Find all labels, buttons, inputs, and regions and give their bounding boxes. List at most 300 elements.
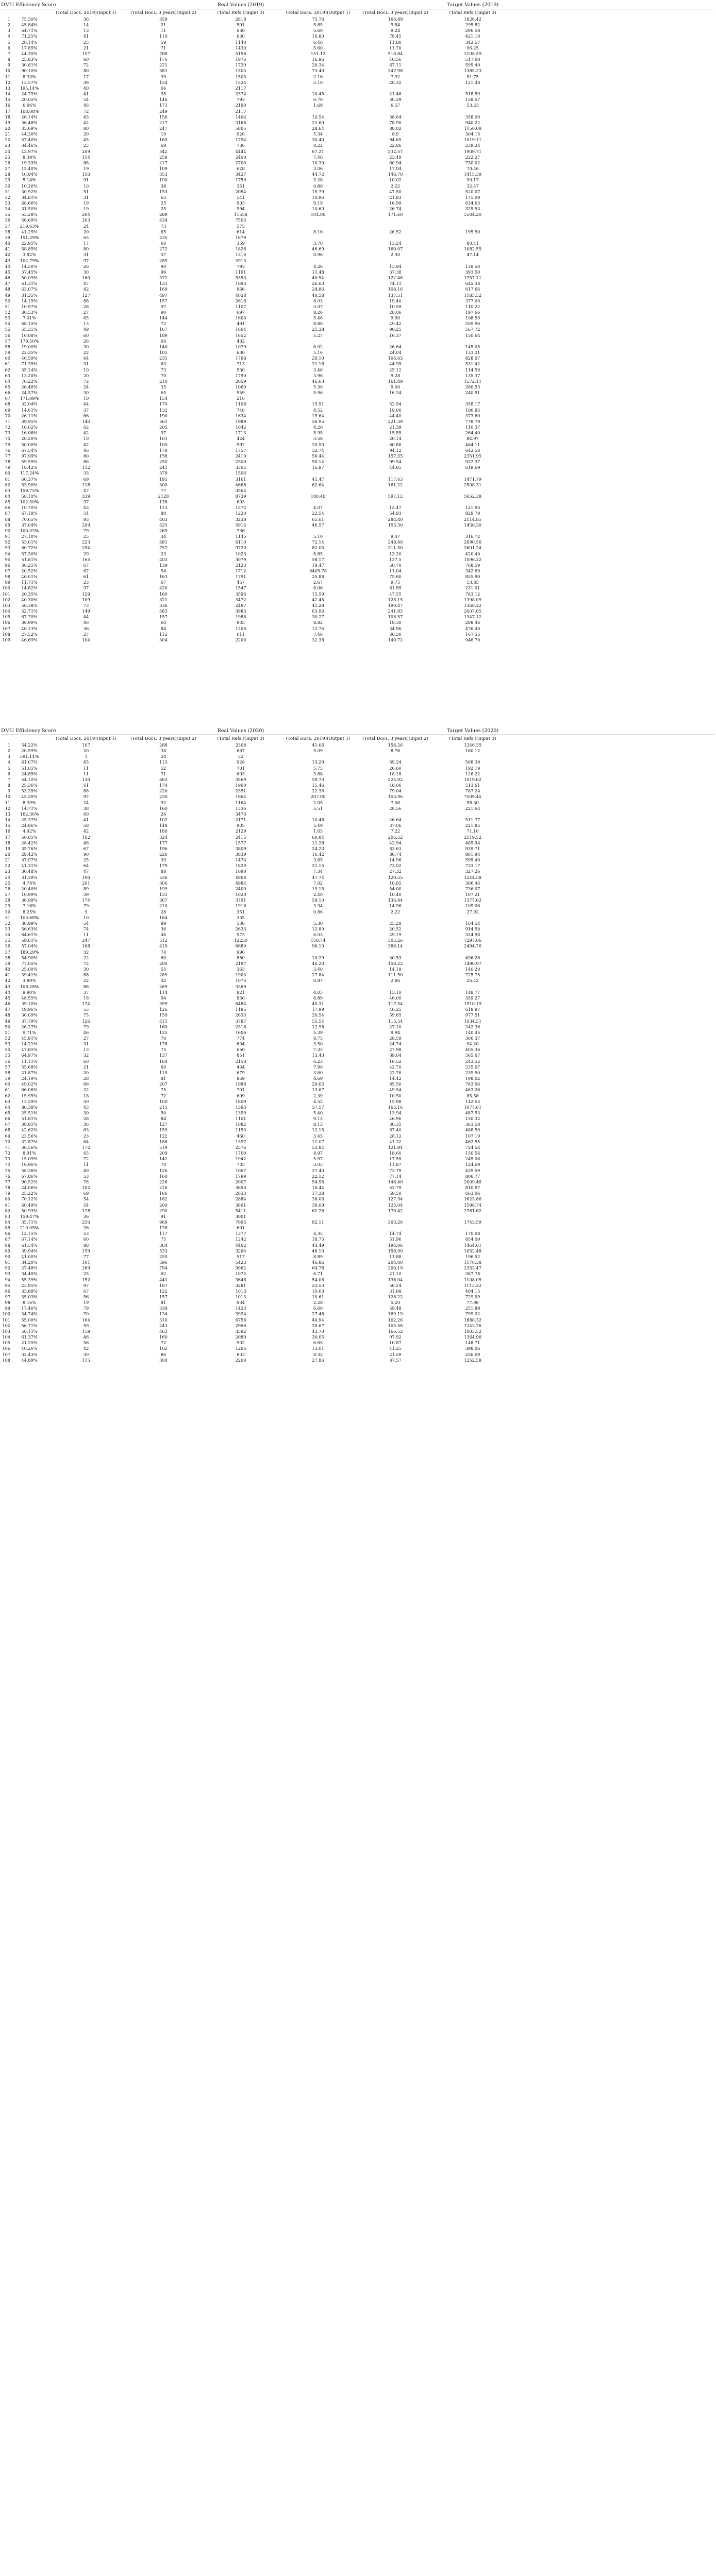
target-docs-2019-cell: 9.19	[313, 200, 323, 206]
target-refs-cell: 148.77	[465, 989, 480, 995]
efficiency-cell: 36.25%	[21, 562, 38, 568]
real-refs-cell: 2966	[235, 1323, 246, 1328]
real-docs-2019-cell: 75	[83, 1012, 89, 1018]
dmu-cell: 21	[5, 857, 10, 863]
efficiency-cell: 210.05%	[20, 1225, 39, 1231]
target-refs-cell: 148.71	[465, 1340, 480, 1346]
table-row	[1, 950, 715, 955]
target-refs-cell: 140.45	[465, 1029, 480, 1035]
target-refs-cell: 663.06	[465, 1191, 480, 1196]
efficiency-cell: 108.28%	[20, 984, 39, 989]
target-docs-3y-cell: 22.76	[389, 1070, 402, 1075]
target-docs-2019-cell: 46.86	[312, 1260, 324, 1265]
dmu-cell: 106	[2, 1346, 10, 1351]
dmu-cell: 8	[7, 57, 10, 62]
table-row	[1, 1329, 715, 1334]
target-docs-3y-cell: 9.28	[390, 372, 401, 378]
target-docs-3y-cell: 221.39	[388, 418, 403, 424]
real-refs-cell: 2351	[235, 788, 246, 794]
table-row	[1, 1105, 715, 1110]
target-docs-3y-cell: 157.35	[388, 453, 403, 459]
target-docs-2019-cell: 73.40	[312, 68, 324, 74]
real-docs-3y-cell: 663	[159, 776, 168, 782]
target-refs-cell: 496.28	[465, 955, 480, 960]
real-docs-2019-cell: 30	[83, 1110, 89, 1115]
target-docs-3y-cell: 11.80	[389, 39, 402, 45]
real-docs-2019-cell: 339	[82, 493, 90, 499]
target-docs-2019-cell: 46.10	[312, 1248, 324, 1253]
target-docs-2019-cell: 8.26	[313, 309, 323, 315]
target-refs-cell: 946.70	[465, 637, 480, 642]
real-docs-2019-cell: 19	[83, 166, 89, 172]
real-docs-2019-cell: 60	[83, 332, 89, 338]
real-refs-cell: 335	[237, 914, 245, 920]
dmu-cell: 24	[5, 148, 10, 154]
target-docs-2019-cell: 13.67	[312, 1087, 324, 1093]
column-header: (Total Docs. 2019)(Input 1)	[56, 736, 116, 741]
target-docs-3y-cell: 46.00	[389, 995, 402, 1001]
target-docs-2019-cell: 17.99	[312, 1007, 324, 1012]
table-row	[1, 286, 715, 292]
real-refs-cell: 740	[237, 407, 245, 413]
target-docs-3y-cell: 20.56	[389, 805, 402, 811]
real-docs-2019-cell: 18	[83, 1093, 89, 1098]
dmu-cell: 92	[5, 539, 10, 545]
target-refs-cell: 160.12	[465, 748, 480, 754]
target-docs-3y-cell: 115.54	[388, 1018, 403, 1024]
target-docs-2019-cell: 25.67	[312, 1323, 324, 1328]
efficiency-cell: 71.25%	[21, 33, 38, 39]
real-docs-2019-cell: 174	[82, 1001, 90, 1007]
dmu-cell: 64	[5, 378, 10, 384]
efficiency-cell: 50.00%	[21, 442, 38, 447]
real-refs-cell: 1393	[235, 1104, 246, 1110]
table-row	[1, 1231, 715, 1236]
real-docs-2019-cell: 10	[83, 436, 89, 442]
efficiency-cell: 54.90%	[21, 955, 38, 960]
efficiency-cell: 25.36%	[21, 783, 38, 788]
real-docs-3y-cell: 596	[159, 1260, 168, 1265]
target-docs-2019-cell: 21.15	[312, 863, 324, 869]
target-docs-3y-cell: 2.86	[390, 978, 401, 984]
dmu-cell: 59	[5, 1076, 10, 1081]
dmu-cell: 83	[5, 487, 10, 493]
target-docs-3y-cell: 87.57	[389, 1357, 402, 1363]
target-docs-3y-cell: 79.45	[389, 33, 402, 39]
real-docs-3y-cell: 226	[159, 851, 168, 857]
dmu-cell: 56	[5, 332, 10, 338]
target-docs-2019-cell: 13.01	[312, 1346, 324, 1351]
dmu-cell: 12	[5, 79, 10, 85]
efficiency-cell: 219.63%	[20, 223, 39, 229]
real-refs-cell: 735	[237, 1162, 245, 1167]
real-docs-3y-cell: 89	[160, 920, 166, 926]
dmu-cell: 65	[5, 1110, 10, 1115]
real-docs-2019-cell: 30	[83, 344, 89, 349]
target-docs-2019-cell: 4.07	[313, 505, 323, 511]
table-row	[1, 91, 715, 97]
real-docs-2019-cell: 72	[83, 62, 89, 68]
target-docs-3y-cell: 170.42	[388, 1208, 403, 1213]
efficiency-cell: 100.32%	[20, 528, 39, 533]
real-docs-2019-cell: 32	[83, 949, 89, 955]
target-docs-3y-cell: 136.04	[388, 1277, 403, 1282]
target-docs-3y-cell: 69.24	[389, 759, 402, 765]
target-refs-cell: 239.24	[465, 143, 480, 148]
real-docs-3y-cell: 157	[159, 298, 168, 303]
real-refs-cell: 833	[237, 1351, 245, 1357]
target-docs-3y-cell: 54.00	[389, 886, 402, 891]
real-docs-3y-cell: 154	[159, 396, 168, 401]
target-docs-2019-cell: 16.96	[312, 57, 324, 62]
target-refs-cell: 197.66	[465, 309, 480, 315]
real-docs-2019-cell: 28	[83, 1076, 89, 1081]
real-docs-3y-cell: 434	[159, 217, 168, 223]
real-refs-cell: 3168	[235, 120, 246, 125]
real-docs-3y-cell: 75	[160, 1087, 166, 1093]
target-docs-2019-cell: 150.74	[310, 938, 326, 943]
dmu-cell: 29	[5, 177, 10, 183]
target-refs-cell: 2007.05	[464, 608, 481, 614]
real-docs-2019-cell: 28	[83, 1116, 89, 1122]
table-row	[1, 246, 715, 252]
real-refs-cell: 611	[237, 631, 245, 637]
table-row	[1, 1191, 715, 1196]
real-refs-cell: 859	[237, 1076, 245, 1081]
real-docs-3y-cell: 139	[159, 562, 168, 568]
target-docs-3y-cell: 59.65	[389, 1012, 402, 1018]
table-row	[1, 86, 715, 91]
target-refs-cell: 1385.23	[464, 68, 481, 74]
real-docs-2019-cell: 29	[83, 551, 89, 556]
target-docs-2019-cell: 3.60	[313, 1070, 323, 1075]
target-refs-cell: 195.50	[465, 229, 480, 234]
target-docs-2019-cell: 44.72	[312, 172, 324, 177]
target-docs-3y-cell: 37.06	[389, 823, 402, 828]
real-refs-cell: 1013	[235, 1294, 246, 1299]
target-docs-2019-cell: 12.80	[312, 926, 324, 931]
dmu-cell: 103	[2, 1328, 10, 1334]
table-row	[1, 1236, 715, 1242]
dmu-cell: 53	[5, 315, 10, 321]
dmu-cell: 81	[5, 1202, 10, 1208]
target-docs-3y-cell: 11.70	[389, 45, 402, 50]
real-refs-cell: 5411	[235, 1208, 246, 1213]
target-refs-cell: 327.26	[465, 869, 480, 874]
real-docs-3y-cell: 399	[159, 1001, 168, 1007]
target-docs-2019-cell: 5.46	[313, 315, 323, 321]
real-docs-2019-cell: 21	[83, 1064, 89, 1070]
dmu-cell: 95	[5, 556, 10, 562]
real-refs-cell: 2884	[235, 1196, 246, 1202]
efficiency-cell: 9.71%	[22, 1029, 36, 1035]
real-docs-3y-cell: 215	[159, 1104, 168, 1110]
target-refs-cell: 1456.30	[464, 522, 481, 528]
table-row	[1, 470, 715, 476]
dmu-cell: 14	[5, 91, 10, 97]
target-docs-2019-cell: 75.76	[312, 16, 324, 22]
real-docs-2019-cell: 118	[82, 482, 90, 487]
target-refs-cell: 139.50	[465, 263, 480, 269]
target-refs-cell: 71.10	[467, 828, 479, 834]
target-docs-2019-cell: 8.06	[313, 585, 323, 591]
target-refs-cell: 861.94	[465, 851, 480, 857]
real-docs-2019-cell: 1	[85, 754, 88, 759]
dmu-cell: 76	[5, 447, 10, 453]
real-refs-cell: 1536	[235, 805, 246, 811]
real-docs-2019-cell: 60	[83, 57, 89, 62]
target-docs-2019-cell: 1.69	[313, 103, 323, 108]
target-refs-cell: 5504.20	[464, 212, 481, 217]
dmu-cell: 30	[5, 183, 10, 189]
real-docs-3y-cell: 66	[160, 85, 166, 91]
target-docs-2019-cell: 8.89	[313, 995, 323, 1001]
target-docs-3y-cell: 127.94	[388, 1196, 403, 1202]
target-docs-3y-cell: 241.95	[388, 608, 403, 614]
real-refs-cell: 1164	[235, 800, 246, 805]
real-docs-2019-cell: 43	[83, 114, 89, 120]
dmu-cell: 25	[5, 154, 10, 160]
target-refs-cell: 1176.38	[464, 1260, 481, 1265]
table-row	[1, 373, 715, 379]
target-refs-cell: 1909.71	[464, 148, 481, 154]
table-row	[1, 16, 715, 22]
real-docs-3y-cell: 367	[159, 897, 168, 903]
real-docs-2019-cell: 20	[83, 372, 89, 378]
real-docs-3y-cell: 80	[160, 511, 166, 516]
target-docs-3y-cell: 2.22	[390, 183, 401, 189]
real-refs-cell: 736	[237, 528, 245, 533]
real-docs-2019-cell: 42	[83, 1346, 89, 1351]
target-docs-3y-cell: 284.40	[388, 516, 403, 522]
real-docs-3y-cell: 72	[160, 321, 166, 327]
efficiency-cell: 47.85%	[21, 1047, 38, 1053]
real-docs-3y-cell: 353	[159, 172, 168, 177]
real-docs-3y-cell: 289	[159, 212, 168, 217]
target-docs-3y-cell: 10.50	[389, 1093, 402, 1098]
real-docs-2019-cell: 14	[83, 22, 89, 28]
target-docs-3y-cell: 21.10	[389, 1271, 402, 1277]
real-refs-cell: 9962	[235, 1265, 246, 1271]
efficiency-cell: 64.61%	[21, 932, 38, 938]
real-docs-2019-cell: 67	[83, 845, 89, 851]
real-docs-3y-cell: 170	[159, 401, 168, 407]
target-docs-2019-cell: 72.14	[312, 539, 324, 545]
target-docs-3y-cell: 18.18	[389, 771, 402, 776]
real-docs-3y-cell: 19	[160, 131, 166, 137]
target-docs-3y-cell: 25.12	[389, 367, 402, 372]
target-docs-3y-cell: 6.57	[390, 103, 401, 108]
table-row	[1, 235, 715, 241]
real-docs-3y-cell: 177	[159, 840, 168, 845]
target-docs-2019-cell: 5.16	[313, 350, 323, 355]
efficiency-cell: 67.86%	[21, 1173, 38, 1179]
target-refs-cell: 421.10	[465, 33, 480, 39]
target-docs-3y-cell: 31.88	[389, 1288, 402, 1294]
table-row	[1, 275, 715, 281]
target-docs-3y-cell: 13.94	[389, 1110, 402, 1115]
target-docs-3y-cell: 128.22	[388, 1294, 403, 1299]
efficiency-cell: 46.01%	[21, 574, 38, 580]
dmu-cell: 75	[5, 442, 10, 447]
target-docs-2019-cell: 4.05	[313, 989, 323, 995]
target-docs-2019-cell: 15.59	[312, 591, 324, 597]
real-refs-cell: 667	[237, 748, 245, 754]
dmu-cell: 79	[5, 1191, 10, 1196]
table-row	[1, 494, 715, 499]
real-refs-cell: 2410	[235, 453, 246, 459]
efficiency-cell: 90.10%	[21, 68, 38, 74]
real-docs-2019-cell: 20	[83, 131, 89, 137]
table-row	[1, 943, 715, 949]
real-docs-3y-cell: 75	[160, 1236, 166, 1242]
real-refs-cell: 990	[237, 949, 245, 955]
target-docs-2019-cell: 7.90	[313, 1064, 323, 1070]
target-docs-2019-cell: 10.45	[312, 91, 324, 97]
table-row	[1, 1150, 715, 1156]
target-docs-3y-cell: 89.04	[389, 1053, 402, 1058]
target-docs-3y-cell: 166.89	[388, 16, 403, 22]
target-docs-2019-cell: 22.60	[312, 120, 324, 125]
real-docs-3y-cell: 90	[160, 263, 166, 269]
target-refs-cell: 487.53	[465, 1110, 480, 1115]
real-docs-2019-cell: 19	[83, 206, 89, 212]
dmu-cell: 42	[5, 252, 10, 258]
target-refs-cell: 2508.31	[464, 482, 481, 487]
target-docs-2019-cell: 151.12	[310, 50, 326, 56]
dmu-cell: 98	[5, 574, 10, 580]
table-row	[1, 74, 715, 80]
target-docs-3y-cell: 25.28	[389, 920, 402, 926]
target-docs-2019-cell: 6.02	[313, 344, 323, 349]
real-refs-cell: 905	[237, 823, 245, 828]
efficiency-cell: 22.91%	[21, 241, 38, 246]
efficiency-cell: 16.06%	[21, 430, 38, 436]
real-refs-cell: 1242	[235, 1236, 246, 1242]
table-row	[1, 1019, 715, 1024]
real-refs-cell: 6484	[235, 1001, 246, 1007]
real-refs-cell: 2300	[235, 459, 246, 465]
table-row	[1, 200, 715, 206]
real-docs-2019-cell: 101	[82, 1260, 90, 1265]
real-refs-cell: 1316	[235, 252, 246, 258]
real-docs-3y-cell: 140	[159, 344, 168, 349]
target-docs-3y-cell: 9.90	[390, 315, 401, 321]
target-docs-3y-cell: 97.92	[389, 1334, 402, 1340]
real-refs-cell: 363	[237, 967, 245, 972]
efficiency-cell: 37.79%	[21, 1018, 38, 1024]
real-refs-cell: 1107	[235, 303, 246, 309]
efficiency-cell: 53.28%	[21, 212, 38, 217]
real-docs-3y-cell: 210	[159, 903, 168, 909]
target-docs-3y-cell: 28.59	[389, 1035, 402, 1041]
efficiency-cell: 26.11%	[21, 413, 38, 418]
target-refs-cell: 192.19	[465, 765, 480, 771]
dmu-cell: 99	[5, 580, 10, 585]
table-row	[1, 137, 715, 143]
real-docs-2019-cell: 37	[83, 407, 89, 413]
target-refs-cell: 358.09	[465, 114, 480, 120]
real-docs-2019-cell: 27	[83, 1035, 89, 1041]
target-refs-cell: 135.37	[465, 372, 480, 378]
target-docs-2019-cell: 10.29	[312, 955, 324, 960]
dmu-cell: 83	[5, 1213, 10, 1219]
efficiency-cell: 10.70%	[21, 505, 38, 511]
dmu-cell: 68	[5, 1127, 10, 1133]
target-refs-cell: 296.58	[465, 28, 480, 33]
target-docs-2019-cell: 7.46	[313, 631, 323, 637]
real-refs-cell: 457	[237, 580, 245, 585]
real-refs-cell: 630	[237, 350, 245, 355]
target-docs-2019-cell: 26.00	[312, 281, 324, 286]
real-docs-3y-cell: 285	[159, 258, 168, 263]
real-docs-2019-cell: 80	[83, 68, 89, 74]
table-row	[1, 771, 715, 777]
target-docs-3y-cell: 27.98	[389, 1047, 402, 1053]
dmu-cell: 4	[7, 759, 10, 765]
target-docs-3y-cell: 77.14	[389, 1173, 402, 1179]
target-refs-cell: 733.17	[465, 863, 480, 869]
target-refs-cell: 264.40	[465, 430, 480, 436]
real-docs-3y-cell: 100	[159, 1098, 168, 1104]
real-refs-cell: 935	[237, 620, 245, 625]
real-refs-cell: 630	[237, 28, 245, 33]
real-refs-cell: 351	[237, 909, 245, 914]
dmu-cell: 74	[5, 1162, 10, 1167]
target-docs-2019-cell: 3.06	[313, 166, 323, 172]
target-refs-cell: 109.06	[465, 903, 480, 909]
dmu-cell: 22	[5, 137, 10, 143]
target-docs-2019-cell: 8.22	[313, 143, 323, 148]
real-docs-2019-cell: 30	[83, 967, 89, 972]
real-refs-cell: 3592	[235, 1328, 246, 1334]
table-row	[1, 425, 715, 430]
efficiency-cell: 67.70%	[21, 614, 38, 620]
dmu-cell: 45	[5, 995, 10, 1001]
target-docs-2019-cell: 8.03	[313, 298, 323, 303]
target-docs-3y-cell: 161.49	[388, 378, 403, 384]
target-docs-2019-cell: 46.57	[312, 522, 324, 528]
real-docs-3y-cell: 235	[159, 234, 168, 240]
target-docs-3y-cell: 44.85	[389, 465, 402, 470]
real-refs-cell: 697	[237, 309, 245, 315]
target-refs-cell: 150.54	[465, 1150, 480, 1156]
target-docs-2019-cell: 7.46	[313, 154, 323, 160]
dmu-cell: 82	[5, 1208, 10, 1213]
target-docs-3y-cell: 155.30	[388, 522, 403, 528]
efficiency-cell: 45.91%	[21, 1035, 38, 1041]
efficiency-cell: 90.52%	[21, 1179, 38, 1184]
target-docs-3y-cell: 225.92	[388, 776, 403, 782]
efficiency-cell: 24.57%	[21, 390, 38, 396]
target-docs-3y-cell: 11.87	[389, 1162, 402, 1167]
real-docs-2019-cell: 61	[83, 783, 89, 788]
dmu-cell: 23	[5, 143, 10, 148]
efficiency-cell: 37.04%	[21, 522, 38, 528]
target-docs-3y-cell: 127.5	[389, 556, 402, 562]
target-docs-3y-cell: 15.98	[389, 1098, 402, 1104]
table-row	[1, 1271, 715, 1277]
real-refs-cell: 4984	[235, 880, 246, 886]
table-row	[1, 396, 715, 401]
real-refs-cell: 3079	[235, 556, 246, 562]
target-docs-2019-cell: 2.40	[313, 892, 323, 897]
target-docs-3y-cell: 94.12	[389, 447, 402, 453]
table-header-group-row	[1, 2, 715, 9]
target-refs-cell: 27.92	[467, 909, 479, 914]
real-refs-cell: 5805	[235, 125, 246, 131]
real-refs-cell: 1942	[235, 1156, 246, 1162]
